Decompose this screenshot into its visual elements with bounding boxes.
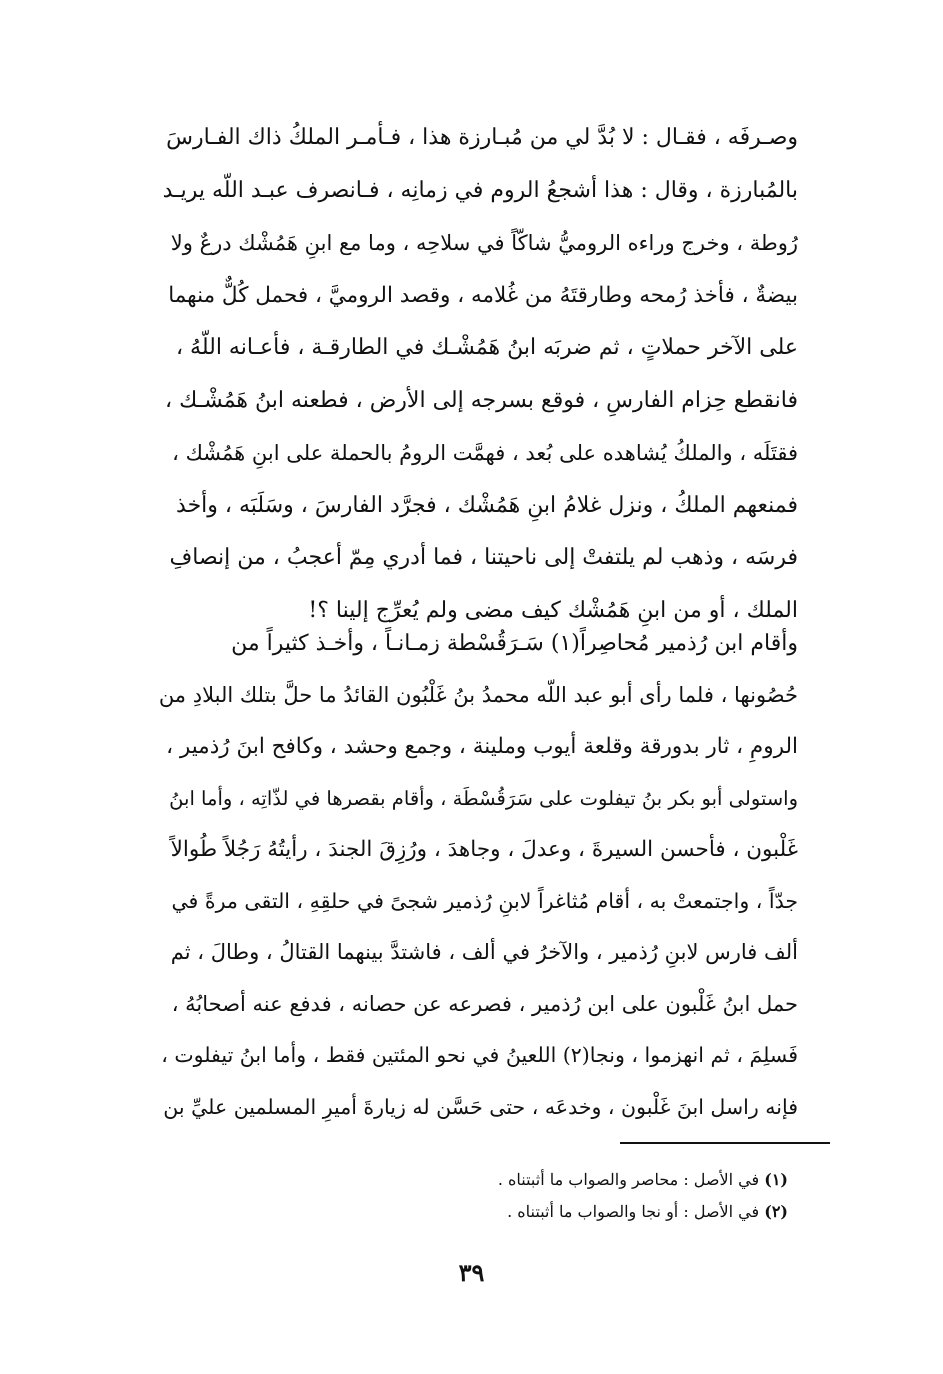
text-line: حمل ابنُ غَلْبون على ابن رُذمير ، فصرعه عن حصانه ، فدفع عنه أصحابُهُ ،	[171, 991, 798, 1016]
text-line: الملك ، أو من ابنِ هَمُشْك كيف مضى ولم يُعرِّج إلينا ؟!	[308, 597, 798, 623]
text-line: فمنعهم الملكُ ، ونزل غلامُ ابنِ هَمُشْك ، فجرَّد الفارسَ ، وسَلَبَه ، وأخذ	[176, 492, 798, 518]
text-line: فرسَه ، وذهب لم يلتفتْ إلى ناحيتنا ، فما أدري مِمّ أعجبُ ، من إنصافِ	[169, 545, 798, 570]
page-number: ٣٩	[458, 1258, 485, 1287]
text-line: وصـرفَه ، فقـال : لا بُدَّ لي من مُبـارزة هذا ، فـأمـر الملكُ ذاك الفـارسَ	[166, 125, 798, 150]
text-line: بالمُبارزة ، وقال : هذا أشجعُ الروم في زمانِه ، فـانصرف عبـد اللّه يريـد	[162, 177, 798, 203]
paragraph-2	[158, 618, 798, 1133]
text-line: جدّاً ، واجتمعتْ به ، أقام مُثاغراً لابنِ رُذمير شجىً في حلقِهِ ، التقى مرةً في	[171, 888, 798, 913]
text-line: حُصُونها ، فلما رأى أبو عبد اللّه محمدُ بنُ غَلْبُون القائدُ ما حلَّ بتلك البلادِ من	[158, 682, 798, 707]
footnotes	[420, 1164, 788, 1228]
text-line: بيضةٌ ، فأخذ رُمحه وطارقتَهُ من غُلامه ، وقصد الروميَّ ، فحمل كُلٌّ منهما	[168, 282, 798, 308]
footnote-number: (١)	[764, 1170, 788, 1189]
text-line: واستولى أبو بكر بنُ تيفلوت على سَرَقُسْطَة ، وأقام بقصرها في لذّاتِه ، وأما ابنُ	[169, 786, 798, 810]
footnote-text: في الأصل : أو نجا والصواب ما أثبتناه .	[507, 1202, 760, 1221]
text-line: غَلْبون ، فأحسن السيرةَ ، وعدلَ ، وجاهدَ ، ورُزِقَ الجندَ ، رأيتُهُ رَجُلاً طُوالاً	[170, 837, 798, 862]
text-line: فإنه راسل ابنَ غَلْبون ، وخدعَه ، حتى حَسَّن له زيارةَ أميرِ المسلمين عليِّ بن	[163, 1094, 798, 1119]
text-line: فَسلِمَ ، ثم انهزموا ، ونجا(٢) اللعينُ في نحو المئتين فقط ، وأما ابنُ تيفلوت ،	[161, 1043, 798, 1067]
text-line: رُوطة ، وخرج وراءه الروميُّ شاكّاً في سلاحِه ، وما مع ابنِ هَمُشْك درعٌ ولا	[170, 231, 798, 255]
footnote-separator	[620, 1142, 830, 1144]
text-line: ألف فارس لابنِ رُذمير ، والآخرُ في ألف ، فاشتدَّ بينهما القتالُ ، وطالَ ، ثم	[170, 940, 798, 964]
paragraph-1	[158, 112, 798, 637]
text-line: وأقام ابن رُذمير مُحاصِراً(١) سَـرَقُسْطة زمـانـاً ، وأخـذ كثيراً من	[231, 631, 798, 656]
footnote-number: (٢)	[764, 1202, 788, 1221]
footnote-2	[420, 1196, 788, 1228]
text-line: فقتَلَه ، والملكُ يُشاهده على بُعد ، فهمَّت الرومُ بالحملة على ابنِ هَمُشْك ،	[172, 441, 798, 465]
text-line: على الآخر حملاتٍ ، ثم ضربَه ابنُ هَمُشْـك في الطارقـة ، فأعـانه اللّهُ ،	[175, 335, 798, 360]
text-line: الرومِ ، ثار بدورقة وقلعة أيوب وملينة ، وجمع وحشد ، وكافح ابنَ رُذمير ،	[166, 734, 798, 759]
text-line: فانقطع حِزام الفارسِ ، فوقع بسرجه إلى الأرض ، فطعنه ابنُ هَمُشْـك ،	[165, 387, 798, 413]
footnote-text: في الأصل : محاصر والصواب ما أثبتناه .	[497, 1170, 760, 1189]
footnote-1	[420, 1164, 788, 1196]
